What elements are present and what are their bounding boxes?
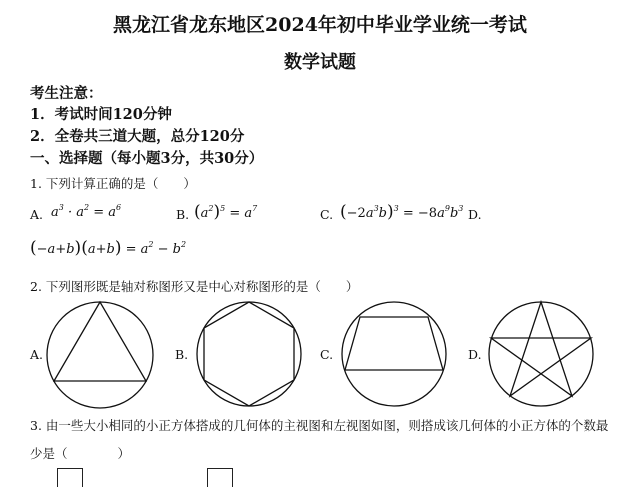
q1-option-d-label: D. — [468, 207, 482, 222]
question-3-stem-line-1: 3. 由一些大小相同的小正方体搭成的几何体的主视图和左视图如图，则搭成该几何体的小正方体的个数最 — [30, 418, 609, 433]
q1-option-b-label: B. — [176, 207, 190, 222]
exam-subtitle: 数学试题 — [284, 52, 356, 73]
exam-title: 黑龙江省龙东地区2024年初中毕业学业统一考试 — [113, 14, 527, 36]
q3-front-view-figure — [57, 468, 83, 487]
q1-option-d-formula: $(-a+b)(a+b) = a^2 - b^2$ — [30, 238, 187, 258]
q2-option-c-label: C. — [320, 347, 334, 362]
q1-option-c-label: C. — [320, 207, 334, 222]
question-3-stem-line-2: 少是（ ） — [30, 446, 131, 461]
q1-option-a-label: A. — [30, 207, 44, 222]
q2-option-d-label: D. — [468, 347, 482, 362]
q1-option-a-formula: $a^3 \cdot a^2 = a^6$ — [51, 203, 122, 220]
q2-figure-d-circle-pentagram — [487, 300, 595, 408]
question-2-stem: 2. 下列图形既是轴对称图形又是中心对称图形的是（ ） — [30, 279, 359, 294]
q1-option-c-formula: $(-2a^3b)^3 = -8a^9b^3$ — [340, 202, 464, 222]
question-1-stem: 1. 下列计算正确的是（ ） — [30, 176, 196, 191]
notes-heading: 考生注意： — [30, 85, 103, 102]
q2-option-a-label: A. — [30, 347, 44, 362]
q3-left-view-figure — [207, 468, 233, 487]
q2-figure-c-circle-trapezoid — [340, 300, 448, 408]
section-title: 一、选择题（每小题3分，共30分） — [30, 150, 264, 167]
note-item-2: 2．全卷共三道大题，总分120分 — [30, 128, 245, 145]
q1-option-b-formula: $(a^2)^5 = a^7$ — [194, 202, 258, 222]
q2-figure-a-circle-triangle — [45, 300, 155, 410]
q2-figure-b-circle-hexagon — [195, 300, 303, 408]
note-item-1: 1．考试时间120分钟 — [30, 106, 172, 123]
q2-option-b-label: B. — [175, 347, 189, 362]
